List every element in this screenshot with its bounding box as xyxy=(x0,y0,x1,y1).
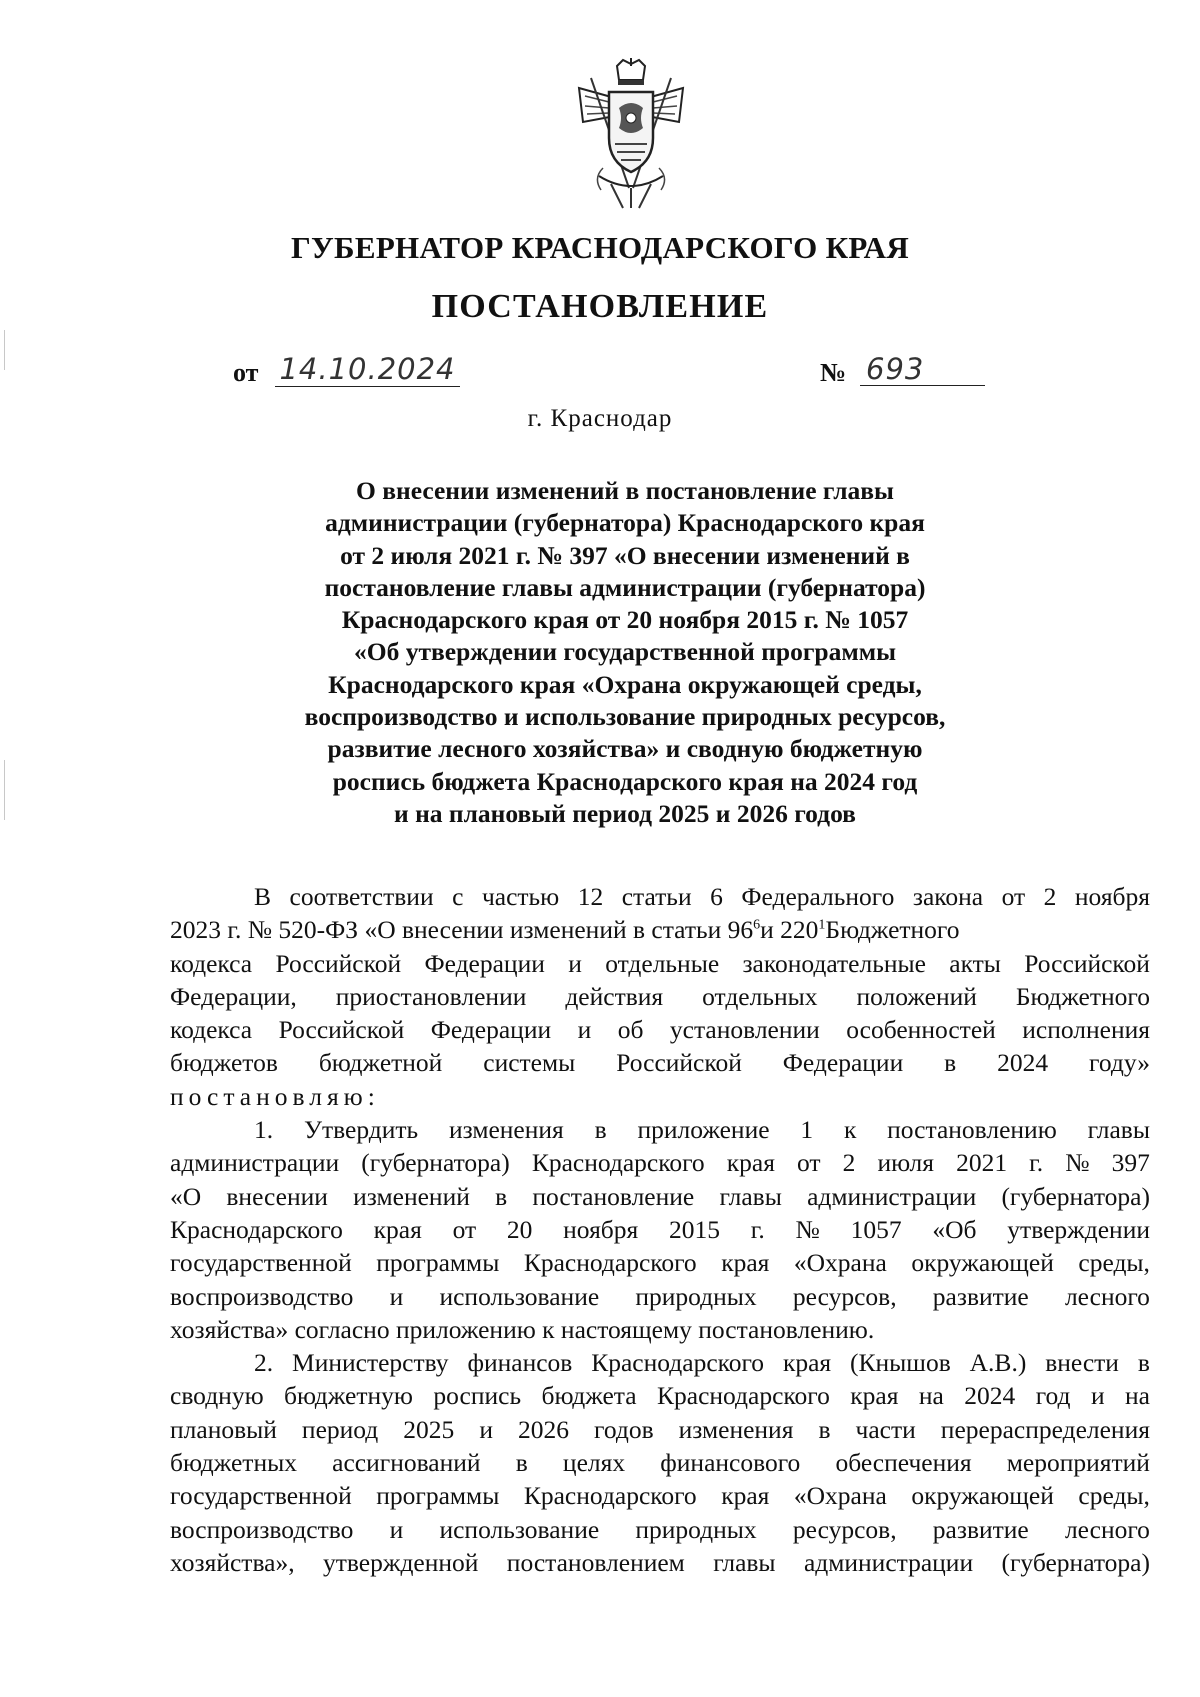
title-line: «Об утверждении государственной программы xyxy=(354,637,896,667)
point-2-line: сводную бюджетную роспись бюджета Краснодарского края на 2024 год и на xyxy=(170,1381,1150,1411)
coat-of-arms-icon xyxy=(571,58,691,210)
point-2-line: 2. Министерству финансов Краснодарского края (Кнышов А.В.) внести в xyxy=(254,1348,1150,1378)
number-prefix: № xyxy=(820,358,847,387)
issuing-authority: ГУБЕРНАТОР КРАСНОДАРСКОГО КРАЯ xyxy=(290,230,910,265)
document-title xyxy=(250,475,1000,830)
document-body xyxy=(170,880,1150,1579)
date-prefix: от xyxy=(233,358,259,387)
point-2-line: хозяйства», утвержденной постановлением главы администрации (губернатора) xyxy=(170,1547,1150,1577)
title-line: роспись бюджета Краснодарского края на 2024 год xyxy=(332,766,918,796)
title-line: от 2 июля 2021 г. № 397 «О внесении изменений в xyxy=(340,540,910,570)
date-number-row xyxy=(233,352,993,398)
preamble-line: В соответствии с частью 12 статьи 6 Федерального закона от 2 ноября xyxy=(254,882,1150,911)
title-line: О внесении изменений в постановление главы xyxy=(356,476,894,505)
preamble-text: 2023 г. № 520-ФЗ «О внесении изменений в статьи $96^6и$ $220^1Бюджетного$ xyxy=(170,915,960,945)
document-type: ПОСТАНОВЛЕНИЕ xyxy=(431,288,769,325)
preamble-line: кодекса Российской Федерации и отдельные законодательные акты Российской xyxy=(170,948,1150,978)
scan-artifact xyxy=(4,330,5,370)
point-2-line: государственной программы Краснодарского края «Охрана окружающей среды, xyxy=(170,1481,1150,1511)
point-2-line: воспроизводство и использование природных ресурсов, развитие лесного xyxy=(170,1514,1150,1544)
title-line: администрации (губернатора) Краснодарского края xyxy=(325,508,925,538)
preamble-line xyxy=(170,913,1150,946)
preamble-line: Федерации, приостановлении действия отдельных положений Бюджетного xyxy=(170,981,1150,1011)
title-line: и на плановый период 2025 и 2026 годов xyxy=(394,798,856,828)
point-1-line: государственной программы Краснодарского края «Охрана окружающей среды, xyxy=(170,1248,1150,1278)
preamble-line: кодекса Российской Федерации и об установлении особенностей исполнения xyxy=(170,1015,1150,1045)
resolution-word: постановляю: xyxy=(170,1081,380,1111)
title-line: Краснодарского края «Охрана окружающей среды, xyxy=(328,669,922,699)
city: г. Краснодар xyxy=(527,405,673,432)
point-1-line: «О внесении изменений в постановление главы администрации (губернатора) xyxy=(170,1181,1150,1211)
point-2-line: бюджетных ассигнований в целях финансового обеспечения мероприятий xyxy=(170,1448,1150,1478)
title-line: воспроизводство и использование природных ресурсов, xyxy=(304,702,946,732)
scan-artifact xyxy=(4,760,5,820)
title-line: развитие лесного хозяйства» и сводную бюджетную xyxy=(327,734,923,764)
document-date: 14.10.2024 xyxy=(275,352,460,387)
point-1-line: воспроизводство и использование природных ресурсов, развитие лесного xyxy=(170,1281,1150,1311)
point-1-line: хозяйства» согласно приложению к настоящему постановлению. xyxy=(170,1314,875,1344)
point-1-line: Краснодарского края от 20 ноября 2015 г. № 1057 «Об утверждении xyxy=(170,1214,1150,1244)
point-1-line: администрации (губернатора) Краснодарского края от 2 июля 2021 г. № 397 xyxy=(170,1148,1150,1178)
preamble-line: бюджетов бюджетной системы Российской Федерации в 2024 году» xyxy=(170,1048,1150,1078)
title-line: постановление главы администрации (губернатора) xyxy=(324,572,926,602)
point-2-line: плановый период 2025 и 2026 годов изменения в части перераспределения xyxy=(170,1414,1150,1444)
document-number: 693 xyxy=(860,352,985,386)
point-1-line: 1. Утвердить изменения в приложение 1 к постановлению главы xyxy=(254,1115,1150,1145)
title-line: Краснодарского края от 20 ноября 2015 г. № 1057 xyxy=(341,605,909,635)
